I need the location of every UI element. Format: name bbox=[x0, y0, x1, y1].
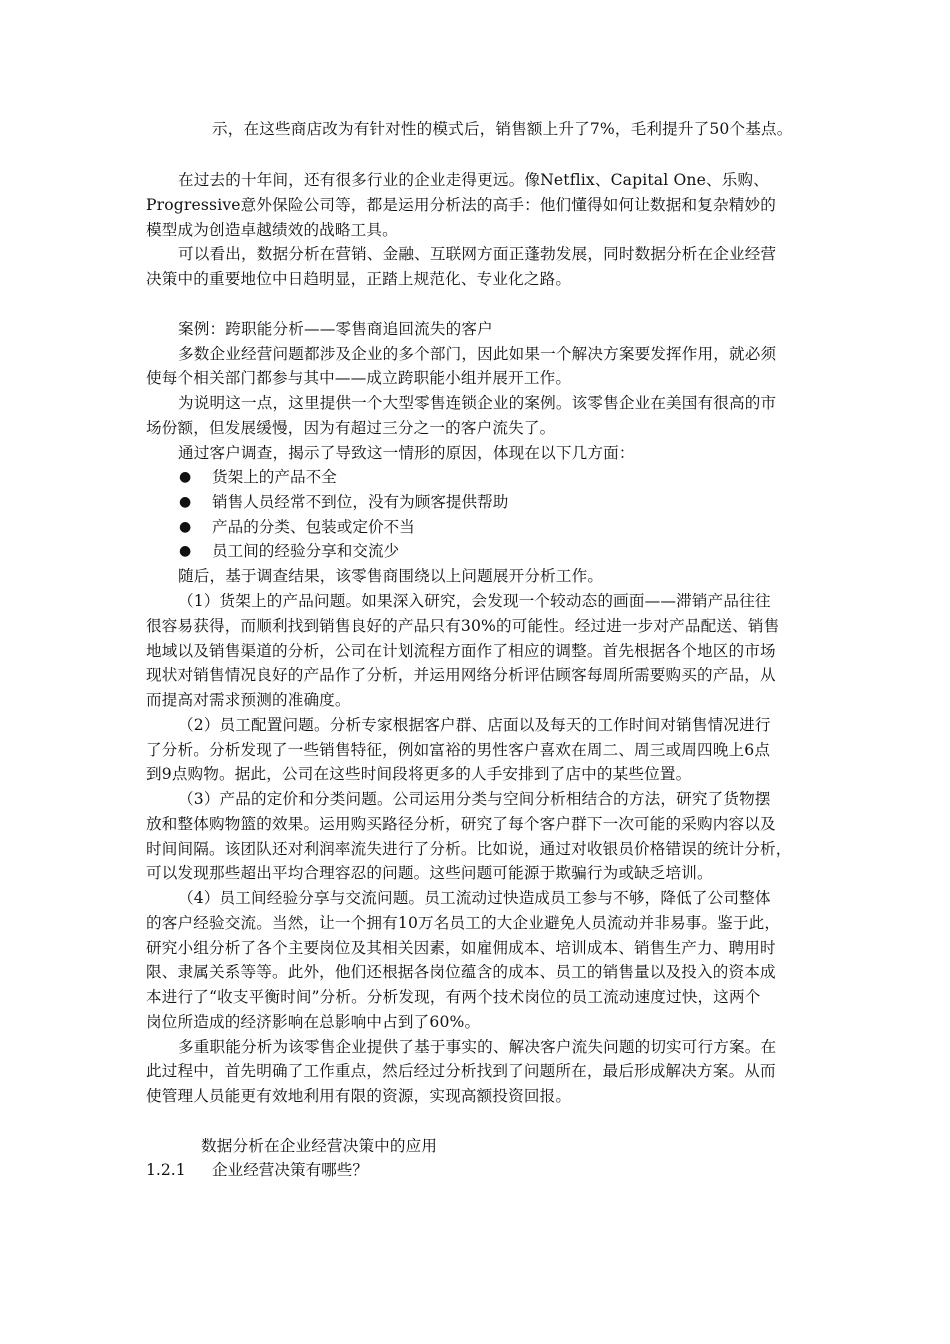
text-line: 在过去的十年间，还有很多行业的企业走得更远。像Netflix、Capital One、乐购、 bbox=[178, 171, 769, 189]
text-line: 可以发现那些超出平均合理容忍的问题。这些问题可能源于欺骗行为或缺乏培训。 bbox=[146, 864, 713, 882]
text-line: 本进行了“收支平衡时间”分析。分析发现，有两个技术岗位的员工流动速度过快，这两个 bbox=[146, 988, 761, 1006]
text-line: 的客户经验交流。当然，让一个拥有10万名员工的大企业避免人员流动并非易事。鉴于此， bbox=[146, 914, 781, 932]
bullet-icon: ● bbox=[179, 494, 192, 510]
text-line: 多数企业经营问题都涉及企业的多个部门，因此如果一个解决方案要发挥作用，就必须 bbox=[178, 345, 777, 363]
bullet-icon: ● bbox=[179, 469, 192, 485]
bullet-icon: ● bbox=[179, 543, 192, 559]
text-line: 研究小组分析了各个主要岗位及其相关因素，如雇佣成本、培训成本、销售生产力、聘用时 bbox=[146, 939, 776, 957]
text-line: （2）员工配置问题。分析专家根据客户群、店面以及每天的工作时间对销售情况进行 bbox=[178, 716, 771, 734]
text-line: 放和整体购物篮的效果。运用购买路径分析，研究了每个客户群下一次可能的采购内容以及 bbox=[146, 815, 776, 833]
text-line: 岗位所造成的经济影响在总影响中占到了60%。 bbox=[146, 1013, 481, 1031]
list-item: 货架上的产品不全 bbox=[212, 468, 337, 486]
section-number: 1.2.1 bbox=[146, 1161, 186, 1179]
text-line: 现状对销售情况良好的产品作了分析，并运用网络分析评估顾客每周所需要购买的产品，从 bbox=[146, 666, 776, 684]
text-line: 使管理人员能更有效地利用有限的资源，实现高额投资回报。 bbox=[146, 1087, 572, 1105]
text-line: Progressive意外保险公司等，都是运用分析法的高手：他们懂得如何让数据和复杂精妙的 bbox=[146, 196, 776, 214]
text-line: 此过程中，首先明确了工作重点，然后经过分析找到了问题所在，最后形成解决方案。从而 bbox=[146, 1062, 776, 1080]
text-line: 了分析。分析发现了一些销售特征，例如富裕的男性客户喜欢在周二、周三或周四晚上6点 bbox=[146, 741, 771, 759]
text-line: 多重职能分析为该零售企业提供了基于事实的、解决客户流失问题的切实可行方案。在 bbox=[178, 1038, 777, 1056]
text-line: （1）货架上的产品问题。如果深入研究，会发现一个较动态的画面——滞销产品往往 bbox=[178, 592, 771, 610]
text-line: 场份额，但发展缓慢，因为有超过三分之一的客户流失了。 bbox=[146, 419, 556, 437]
text-line: 很容易获得，而顺利找到销售良好的产品只有30%的可能性。经过进一步对产品配送、销售 bbox=[146, 617, 780, 635]
text-line: 地域以及销售渠道的分析，公司在计划流程方面作了相应的调整。首先根据各个地区的市场 bbox=[146, 642, 776, 660]
bullet-icon: ● bbox=[179, 519, 192, 535]
text-line: 决策中的重要地位中日趋明显，正踏上规范化、专业化之路。 bbox=[146, 270, 572, 288]
text-line: （4）员工间经验分享与交流问题。员工流动过快造成员工参与不够，降低了公司整体 bbox=[178, 889, 771, 907]
text-line: （3）产品的定价和分类问题。公司运用分类与空间分析相结合的方法，研究了货物摆 bbox=[178, 790, 771, 808]
text-line: 使每个相关部门都参与其中——成立跨职能小组并展开工作。 bbox=[146, 369, 572, 387]
text-line: 通过客户调查，揭示了导致这一情形的原因，体现在以下几方面： bbox=[178, 444, 635, 462]
section-heading: 数据分析在企业经营决策中的应用 bbox=[201, 1137, 438, 1155]
text-line: 模型成为创造卓越绩效的战略工具。 bbox=[146, 221, 398, 239]
text-line: 示，在这些商店改为有针对性的模式后，销售额上升了7%，毛利提升了50个基点。 bbox=[212, 120, 793, 138]
case-title: 案例：跨职能分析——零售商追回流失的客户 bbox=[178, 320, 493, 338]
text-line: 随后，基于调查结果，该零售商围绕以上问题展开分析工作。 bbox=[178, 567, 604, 585]
list-item: 销售人员经常不到位，没有为顾客提供帮助 bbox=[212, 493, 509, 511]
list-item: 员工间的经验分享和交流少 bbox=[212, 542, 400, 560]
text-line: 而提高对需求预测的准确度。 bbox=[146, 691, 351, 709]
section-title: 企业经营决策有哪些？ bbox=[212, 1161, 368, 1179]
text-line: 到9点购物。据此，公司在这些时间段将更多的人手安排到了店中的某些位置。 bbox=[146, 765, 692, 783]
text-line: 时间间隔。该团队还对利润率流失进行了分析。比如说，通过对收银员价格错误的统计分析， bbox=[146, 840, 792, 858]
text-line: 限、隶属关系等等。此外，他们还根据各岗位蕴含的成本、员工的销售量以及投入的资本成 bbox=[146, 963, 776, 981]
text-line: 为说明这一点，这里提供一个大型零售连锁企业的案例。该零售企业在美国有很高的市 bbox=[178, 394, 777, 412]
list-item: 产品的分类、包装或定价不当 bbox=[212, 518, 415, 536]
text-line: 可以看出，数据分析在营销、金融、互联网方面正蓬勃发展，同时数据分析在企业经营 bbox=[178, 245, 777, 263]
